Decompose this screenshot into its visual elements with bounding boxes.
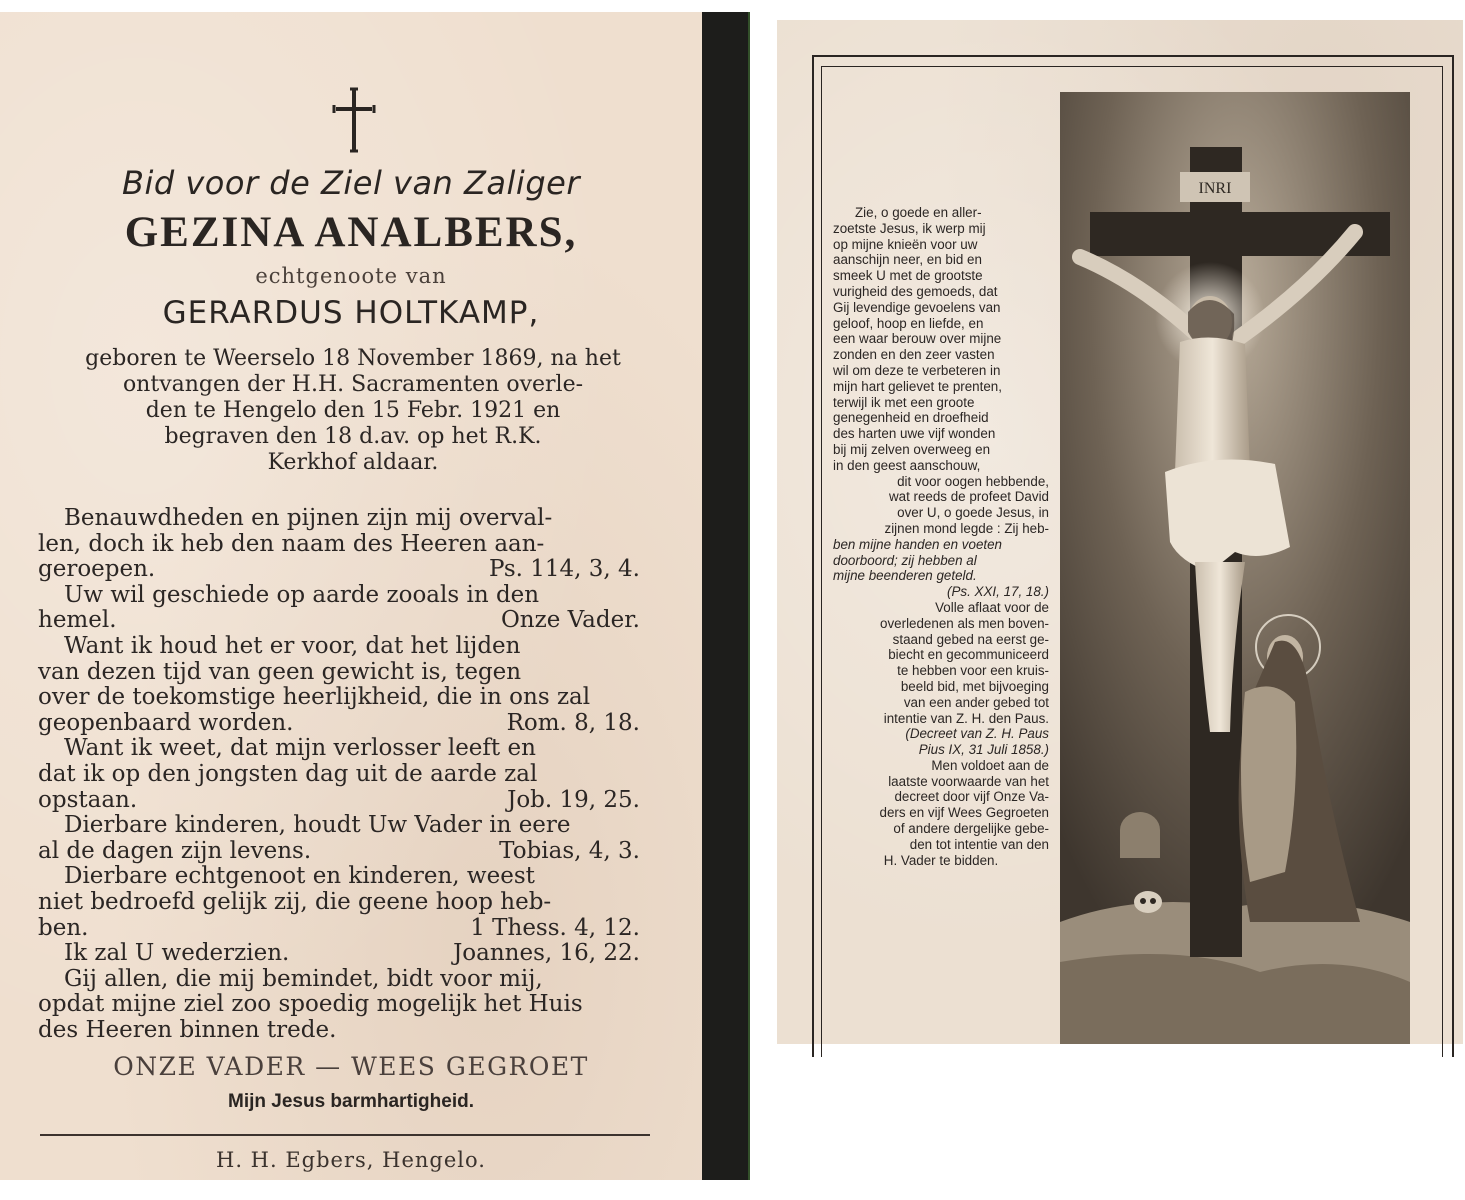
prayer-text-line: wat reeds de profeet David: [888, 489, 1049, 505]
verse-text: van dezen tijd van geen gewicht is, tegen: [38, 658, 522, 685]
prayer-text-line: (Ps. XXI, 17, 18.): [947, 584, 1049, 600]
divider: [40, 1134, 650, 1136]
verse-text: Uw wil geschiede op aarde zooals in den: [64, 581, 540, 608]
prayer-text-line: Men voldoet aan de: [931, 757, 1049, 773]
prayer-text-line: dit voor oogen hebbende,: [897, 473, 1049, 489]
prayer-text-line: smeek U met de grootste: [833, 268, 983, 284]
prayer-text-line: Zie, o goede en aller-: [855, 205, 982, 220]
cross-icon: [330, 87, 378, 153]
verse-line: [38, 813, 660, 839]
verse-line: [38, 557, 660, 583]
prayer-text-line: mijn hart gelievet te prenten,: [833, 378, 1002, 394]
printer-imprint: H. H. Egbers, Hengelo.: [216, 1148, 486, 1172]
verse-line: [38, 634, 660, 660]
verse-line: [38, 762, 660, 788]
prayer-text-line: in den geest aanschouw,: [833, 457, 981, 473]
card-title: Bid voor de Ziel van Zaliger: [122, 164, 580, 202]
verse-text: dat ik op den jongsten dag uit de aarde zal: [38, 760, 538, 787]
verse-reference: Onze Vader.: [500, 607, 640, 634]
verse-text: hemel.: [38, 607, 117, 634]
prayer-text-line: geloof, hoop en liefde, en: [833, 315, 984, 331]
prayer-text-line: vurigheid des gemoeds, dat: [833, 283, 998, 299]
prayer-text-line: terwijl ik met een groote: [833, 394, 975, 410]
verse-text: len, doch ik heb den naam des Heeren aan-: [38, 530, 545, 557]
verse-text: Want ik weet, dat mijn verlosser leeft en: [64, 735, 536, 762]
verse-text: ben.: [38, 914, 89, 941]
prayer-line: ONZE VADER — WEES GEGROET: [113, 1052, 589, 1081]
bio-line: Kerkhof aldaar.: [267, 450, 439, 475]
prayer-text-line: H. Vader te bidden.: [883, 852, 999, 868]
verse-line: [38, 685, 660, 711]
prayer-text-line: intentie van Z. H. den Paus.: [883, 710, 1049, 726]
prayer-text-line: Pius IX, 31 Juli 1858.): [918, 742, 1049, 758]
verse-reference: Ps. 114, 3, 4.: [488, 556, 640, 583]
spouse-name: GERARDUS HOLTKAMP,: [162, 295, 540, 331]
indulgence-prayer: [833, 205, 1049, 868]
verse-line: [38, 916, 660, 942]
verse-line: [38, 967, 660, 993]
verse-text: geopenbaard worden.: [38, 709, 294, 736]
prayer-text-line: te hebben voor een kruis-: [897, 663, 1049, 679]
prayer-text-line: wil om deze te verbeteren in: [833, 362, 1001, 378]
prayer-text-line: op mijne knieën voor uw: [833, 236, 978, 252]
verse-line: [38, 583, 660, 609]
verse-line: [38, 711, 660, 737]
verse-text: al de dagen zijn levens.: [38, 837, 312, 864]
prayer-text-line: een waar berouw over mijne: [833, 331, 1002, 347]
memorial-card-front: [0, 12, 750, 1180]
prayer-text-line: staand gebed na eerst ge-: [892, 631, 1049, 647]
inri-text: INRI: [1198, 180, 1232, 197]
verse-line: [38, 736, 660, 762]
prayer-text-line: Gij levendige gevoelens van: [833, 299, 1001, 315]
verse-text: Gij allen, die mij bemindet, bidt voor mij,: [64, 965, 543, 992]
verse-line: [38, 992, 660, 1018]
verse-text: over de toekomstige heerlijkheid, die in ons zal: [38, 684, 591, 711]
prayer-text-line: den tot intentie van den: [909, 836, 1049, 852]
motto: Mijn Jesus barmhartigheid.: [228, 1091, 474, 1112]
prayer-text-line: Volle aflaat voor de: [935, 599, 1049, 615]
crucifixion-engraving: [1060, 92, 1410, 1044]
prayer-text-line: laatste voorwaarde van het: [888, 773, 1049, 789]
verse-text: niet bedroefd gelijk zij, die geene hoop heb-: [38, 888, 552, 915]
verse-line: [38, 608, 660, 634]
prayer-text-line: overledenen als men boven-: [880, 615, 1049, 631]
verse-line: [38, 788, 660, 814]
prayer-text-line: zijnen mond legde : Zij heb-: [884, 520, 1049, 536]
biography: [38, 346, 668, 476]
bio-line: den te Hengelo den 15 Febr. 1921 en: [145, 398, 561, 423]
verse-line: [38, 941, 660, 967]
prayer-text-line: biecht en gecommuniceerd: [888, 647, 1049, 663]
bio-line: begraven den 18 d.av. op het R.K.: [164, 424, 542, 449]
card-paper: [0, 12, 702, 1180]
prayer-text-line: genegenheid en droefheid: [833, 410, 989, 426]
verse-line: [38, 506, 660, 532]
verse-text: Dierbare echtgenoot en kinderen, weest: [64, 863, 535, 890]
prayer-text-line: ben mijne handen en voeten: [833, 536, 1003, 552]
bio-line: ontvangen der H.H. Sacramenten overle-: [122, 372, 584, 397]
prayer-text-line: beeld bid, met bijvoeging: [900, 678, 1049, 694]
prayer-text-line: van een ander gebed tot: [903, 694, 1049, 710]
prayer-text-line: zonden en den zeer vasten: [833, 347, 995, 363]
verse-text: opdat mijne ziel zoo spoedig mogelijk het Huis: [38, 991, 583, 1018]
bio-line: geboren te Weerselo 18 November 1869, na het: [85, 346, 621, 371]
verse-line: [38, 660, 660, 686]
prayer-text-line: des harten uwe vijf wonden: [833, 426, 996, 442]
memorial-card-back: [777, 20, 1463, 1044]
verse-reference: Job. 19, 25.: [507, 786, 640, 813]
verse-text: geroepen.: [38, 556, 156, 583]
verse-reference: Joannes, 16, 22.: [453, 940, 640, 967]
prayer-text-line: doorboord; zij hebben al: [833, 552, 977, 568]
verse-line: [38, 1018, 660, 1044]
verse-line: [38, 839, 660, 865]
scripture-verses: [38, 506, 660, 1043]
prayer-text-line: aanschijn neer, en bid en: [833, 252, 982, 268]
verse-text: Want ik houd het er voor, dat het lijden: [64, 632, 521, 659]
verse-text: Benauwdheden en pijnen zijn mij overval-: [64, 505, 553, 531]
verse-line: [38, 532, 660, 558]
prayer-text-line: zoetste Jesus, ik werp mij: [833, 220, 986, 236]
verse-reference: 1 Thess. 4, 12.: [470, 914, 640, 941]
prayer-text-line: ders en vijf Wees Gegroeten: [879, 805, 1049, 821]
spouse-label: echtgenoote van: [255, 264, 447, 288]
verse-reference: Tobias, 4, 3.: [499, 837, 640, 864]
prayer-text-line: (Decreet van Z. H. Paus: [905, 726, 1049, 742]
prayer-text-line: decreet door vijf Onze Va-: [894, 789, 1049, 805]
prayer-text-line: mijne beenderen geteld.: [833, 568, 977, 584]
verse-text: Ik zal U wederzien.: [64, 940, 290, 967]
deceased-name: GEZINA ANALBERS,: [124, 209, 578, 256]
verse-line: [38, 890, 660, 916]
verse-reference: Rom. 8, 18.: [506, 709, 640, 736]
verse-text: des Heeren binnen trede.: [38, 1016, 337, 1043]
verse-line: [38, 864, 660, 890]
prayer-text-line: bij mij zelven overweeg en: [833, 441, 991, 457]
prayer-text-line: of andere dergelijke gebe-: [893, 821, 1049, 837]
verse-text: opstaan.: [38, 786, 138, 813]
prayer-text-line: over U, o goede Jesus, in: [897, 505, 1049, 521]
verse-text: Dierbare kinderen, houdt Uw Vader in eere: [64, 812, 571, 839]
